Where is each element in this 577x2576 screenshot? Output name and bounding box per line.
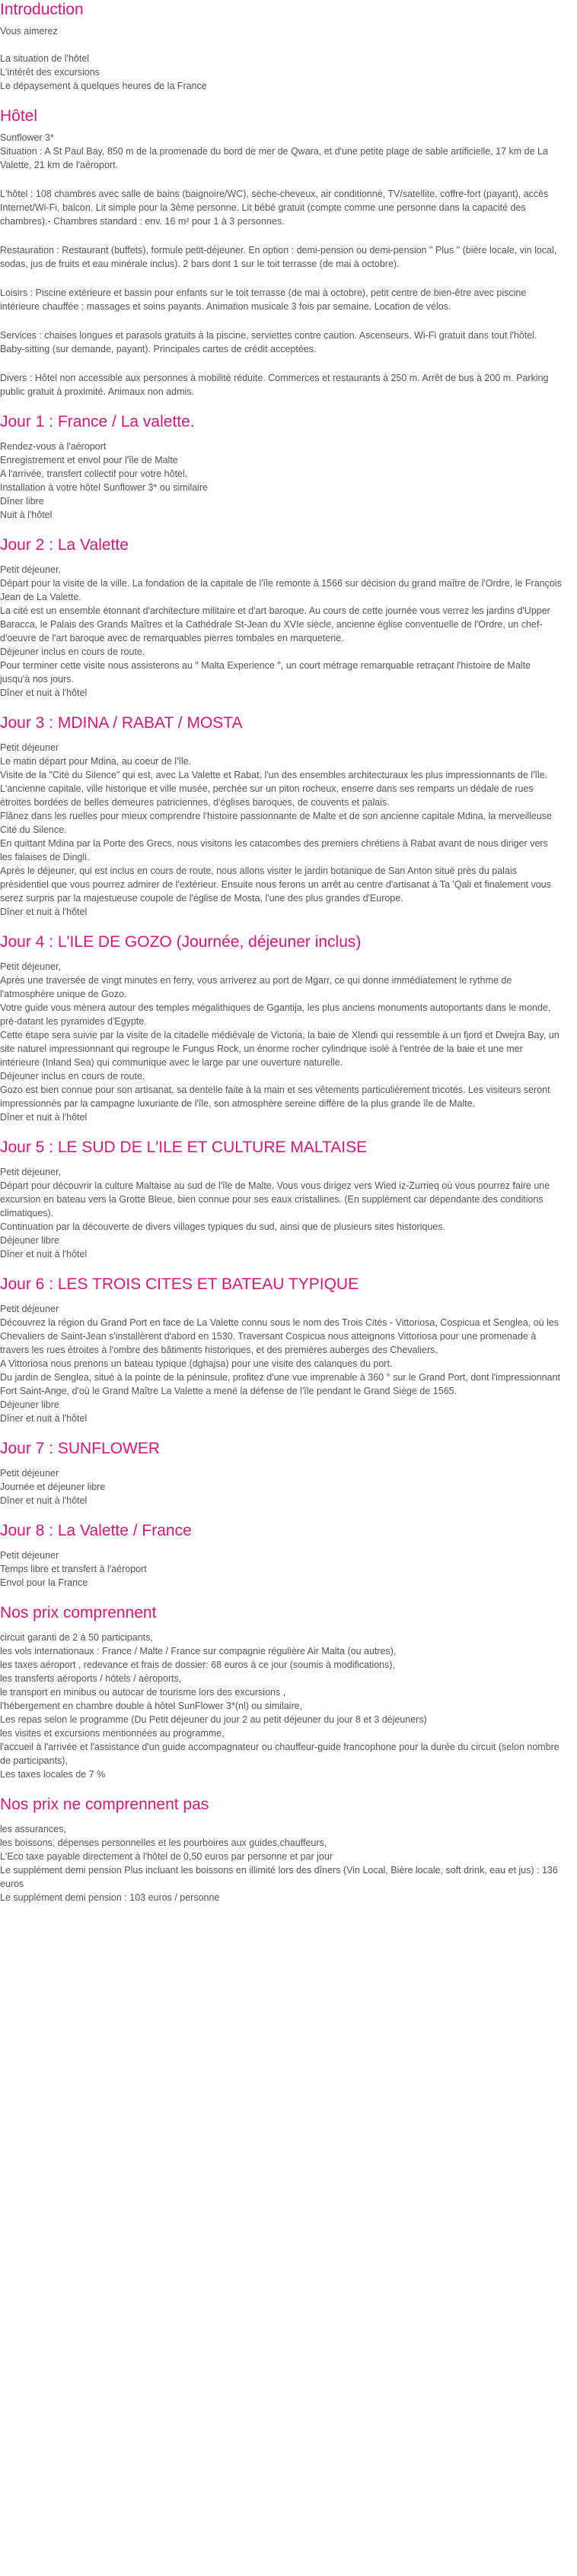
intro-line: Le dépaysement à quelques heures de la France [0,81,207,91]
price-line: les assurances, [0,1824,66,1834]
day-line: Journée et déjeuner libre [0,1482,106,1492]
day-line: Après le déjeuner, qui est inclus en cours de route, nous allons visiter le jardin botanique de San Anton situé près du palais présidentiel que vous pourrez admirer de l'extérieur. Ensuite nous ferons un arrêt au centre d'artisanat à Ta 'Qali et finalement vous serez surpris par la majestueuse coupole de l'église de Mosta, l'une des plus grandes d'Europe. [0,866,551,904]
day-title: Jour 1 : France / La valette. [0,413,195,430]
prices-included-section [0,1603,562,1781]
day-7-section [0,1439,562,1507]
day-line: A l'arrivée, transfert collectif pour votre hôtel. [0,469,188,479]
hotel-restauration: Restauration : Restaurant (buffets), formule petit-déjeuner. En option : demi-pension ou demi-pension " Plus " (bière locale, vin local, sodas, jus de fruits et eau minérale inclus). 2 bars dont 1 sur le toit terrasse (de mai à octobre). [0,245,557,269]
day-title: Jour 4 : L'ILE DE GOZO (Journée, déjeuner inclus) [0,933,362,951]
day-line: Le matin départ pour Mdina, au coeur de l'île. [0,756,192,767]
hotel-services: Services : chaises longues et parasols gratuits à la piscine, serviettes contre caution. Ascenseurs. Wi-Fi gratuit dans tout l'hôtel. Baby-sitting (sur demande, payant). Principales cartes de crédit acceptées. [0,330,537,354]
day-line: Dîner et nuit à l'hôtel [0,688,88,698]
day-line: Installation à votre hôtel Sunflower 3* ou similaire [0,482,209,493]
prices-excluded-title: Nos prix ne comprennent pas [0,1796,209,1813]
day-3-section [0,713,562,919]
day-line: Flânez dans les ruelles pour mieux comprendre l'histoire passionnante de Malte et de son ancienne capitale Mdina, la merveilleuse Cité du Silence. [0,811,553,835]
day-line: Déjeuner libre [0,1235,59,1246]
day-line: Rendez-vous à l'aéroport [0,441,107,452]
day-2-section [0,535,562,700]
day-line: Enregistrement et envol pour l'île de Malte [0,455,178,465]
day-line: Du jardin de Senglea, situé à la pointe de la péninsule, profitez d'une vue imprenable à 360 ° sur le Grand Port, dont l'impressionnant Fort Saint-Ange, d'où le Grand Maître La Valette a mené la défense de l'île pendant le Grand Siège de 1565. [0,1372,560,1396]
price-line: les vols internationaux : France / Malte / France sur compagnie régulière Air Malta (ou autres), [0,1646,397,1656]
day-6-section [0,1275,562,1425]
day-line: Dîner et nuit à l'hôtel [0,907,88,917]
day-title: Jour 8 : La Valette / France [0,1522,192,1539]
price-line: Le supplément demi pension : 103 euros / personne [0,1892,220,1903]
day-line: Dîner et nuit à l'hôtel [0,1249,88,1259]
intro-line: La situation de l'hôtel [0,53,90,64]
day-line: Dîner libre [0,496,44,507]
day-line: Dîner et nuit à l'hôtel [0,1413,88,1424]
price-line: l'hébergement en chambre double à hôtel SunFlower 3*(nl) ou similaire, [0,1701,303,1711]
day-line: A Vittoriosa nous prenons un bateau typique (dghajsa) pour une visite des calanques du port. [0,1358,393,1369]
day-line: Déjeuner inclus en cours de route. [0,646,145,657]
intro-title: Introduction [0,1,84,18]
prices-included-title: Nos prix comprennent [0,1604,157,1622]
hotel-section [0,106,562,399]
day-line: Départ pour la visite de la ville. La fondation de la capitale de l'île remonte à 1566 sur décision du grand maître de l'Ordre, le François Jean de La Valette. [0,578,562,602]
day-4-section [0,932,562,1124]
price-line: les taxes aéroport , redevance et frais de dossier: 68 euros à ce jour (soumis à modifications), [0,1660,396,1670]
day-line: Découvrez la région du Grand Port en face de La Valette connu sous le nom des Trois Cités - Vittoriosa, Cospicua et Senglea, où les Chevaliers de Saint-Jean s'installèrent d'abord en 1530. Traversant Cospicua nous atteignons Vittoriosa pour une promenade à travers les rues étroites à l'ombre des bâtiments historiques, et des premières auberges des Chevaliers. [0,1317,559,1355]
day-line: Petit déjeuner [0,1468,59,1479]
price-line: les transferts aéroports / hôtels / aéroports, [0,1673,182,1684]
day-line: Déjeuner inclus en cours de route. [0,1071,145,1082]
day-line: Continuation par la découverte de divers villages typiques du sud, ainsi que de plusieurs sites historiques. [0,1221,446,1232]
price-line: Le supplément demi pension Plus incluant les boissons en illimité lors des dîners (Vin Local, Bière locale, soft drink, eau et jus) : 136 euros [0,1865,558,1889]
day-line: Cette étape sera suivie par la visite de la citadelle médiévale de Victoria, la baie de Xlendi qui ressemble à un fjord et Dwejra Bay, un site naturel impressionnant qui regroupe le Fungus Rock, un énorme rocher cylindrique isolé à l'entrée de la baie et une mer intérieure (Inland Sea) qui communique avec le large par une ouverture naturelle. [0,1030,559,1068]
day-line: Départ pour découvrir la culture Maltaise au sud de l'île de Malte. Vous vous dirigez vers Wied iz-Zurrieq où vous pourrez faire une excursion en bateau vers la Grotte Bleue, bien connue pour ses eaux cristallines. (En supplément car dépendante des conditions climatiques). [0,1180,550,1218]
intro-lines [0,24,562,93]
day-line: Visite de la "Cité du Silence" qui est, avec La Valette et Rabat, l'un des ensembles architecturaux les plus impressionnants de l'île. L'ancienne capitale, ville historique et ville musée, perchée sur un piton rocheux, enserre dans ses remparts un dédale de rues étroites bordées de belles demeures patriciennes, d'églises baroques, de couvents et palais. [0,770,548,808]
day-line: Déjeuner libre [0,1399,59,1410]
intro-line [0,38,562,52]
day-line: La cité est un ensemble étonnant d'architecture militaire et d'art baroque. Au cours de cette journée vous verrez les jardins d'Upper Baracca, le Palais des Grands Maîtres et la Cathédrale St-Jean du XVIe siècle, ancienne église conventuelle de l'Ordre, un chef-d'oeuvre de l'art baroque avec de remarquables pierres tombales en marqueterie. [0,605,550,643]
hotel-name: Sunflower 3* [0,132,54,143]
day-line: Petit déjeuner, [0,1167,61,1177]
day-line: Petit déjeuner [0,1304,59,1314]
day-1-section [0,412,562,522]
hotel-rooms: L'hôtel : 108 chambres avec salle de bains (baignoire/WC), sèche-cheveux, air conditionné, TV/satellite, coffre-fort (payant), accès Internet/Wi-Fi, balcon. Lit simple pour la 3ème personne. Lit bébé gratuit (compte comme une personne dans la capacité des chambres).- Chambres standard : env. 16 m² pour 1 à 3 personnes. [0,189,549,227]
hotel-title: Hôtel [0,107,38,125]
price-line: Les taxes locales de 7 % [0,1769,106,1780]
day-title: Jour 2 : La Valette [0,536,129,554]
intro-line: Vous aimerez [0,26,58,37]
day-line: Envol pour la France [0,1577,88,1588]
price-line: l'accueil à l'arrivée et l'assistance d'un guide accompagnateur ou chauffeur-guide francophone pour la durée du circuit (selon nombre de participants), [0,1742,559,1766]
day-line: Dîner et nuit à l'hôtel [0,1112,88,1123]
day-line: Petit déjeuner. [0,564,61,575]
hotel-loisirs: Loisirs : Piscine extérieure et bassin pour enfants sur le toit terrasse (de mai à octobre), petit centre de bien-être avec piscine intérieure chauffée ; massages et soins payants. Animation musicale 3 fois par semaine. Location de vélos. [0,287,527,312]
price-line: circuit garanti de 2 à 50 participants, [0,1632,153,1643]
day-8-section [0,1521,562,1590]
day-line: Temps libre et transfert à l'aéroport [0,1564,147,1574]
intro-section [0,0,562,93]
day-title: Jour 6 : LES TROIS CITES ET BATEAU TYPIQUE [0,1275,359,1293]
day-title: Jour 5 : LE SUD DE L'ILE ET CULTURE MALTAISE [0,1139,368,1156]
price-line: les boissons, dépenses personnelles et les pourboires aux guides,chauffeurs, [0,1838,327,1848]
day-line: En quittant Mdina par la Porte des Grecs, nous visitons les catacombes des premiers chrétiens à Rabat avant de nous diriger vers les falaises de Dingli. [0,838,548,862]
hotel-situation: Situation : A St Paul Bay, 850 m de la promenade du bord de mer de Qwara, et d'une petite plage de sable artificielle, 17 km de La Valette, 21 km de l'aéroport. [0,146,548,170]
day-title: Jour 3 : MDINA / RABAT / MOSTA [0,714,243,732]
price-line: L'Eco taxe payable directement à l'hôtel de 0,50 euros par personne et par jour [0,1851,333,1862]
day-line: Petit déjeuner [0,742,59,753]
price-line: le transport en minibus ou autocar de tourisme lors des excursions , [0,1687,286,1698]
prices-excluded-section [0,1795,562,1904]
price-line: les visites et excursions mentionnées au programme, [0,1728,225,1739]
day-line: Petit déjeuner, [0,961,61,972]
day-line: Gozo est bien connue pour son artisanat, sa dentelle faite à la main et ses vêtements particulièrement tricotés. Les visiteurs seront impressionnés par la campagne luxuriante de l'île, son atmosphère sereine diffère de la plus grande île de Malte. [0,1085,550,1109]
price-line: Les repas selon le programme (Du Petit déjeuner du jour 2 au petit déjeuner du jour 8 et 3 déjeuners) [0,1714,427,1725]
intro-line: L'intérêt des excursions [0,67,100,78]
day-5-section [0,1138,562,1261]
day-line: Petit déjeuner [0,1550,59,1561]
day-line: Dîner et nuit à l'hôtel [0,1495,88,1506]
day-title: Jour 7 : SUNFLOWER [0,1440,161,1457]
day-line: Pour terminer cette visite nous assisterons au " Malta Experience ", un court métrage remarquable retraçant l'histoire de Malte jusqu'à nos jours. [0,660,531,684]
day-line: Après une traversée de vingt minutes en ferry, vous arriverez au port de Mgarr, ce qui donne immédiatement le rythme de l'atmosphère unique de Gozo. [0,975,512,999]
hotel-divers: Divers : Hôtel non accessible aux personnes à mobilité réduite. Commerces et restaurants à 250 m. Arrêt de bus à 200 m. Parking public gratuit à proximité. Animaux non admis. [0,373,549,397]
day-line: Votre guide vous mènera autour des temples mégalithiques de Ggantija, les plus anciens monuments autoportants dans le monde, pré-datant les pyramides d'Egypte. [0,1002,551,1027]
day-line: Nuit à l'hôtel [0,510,53,520]
